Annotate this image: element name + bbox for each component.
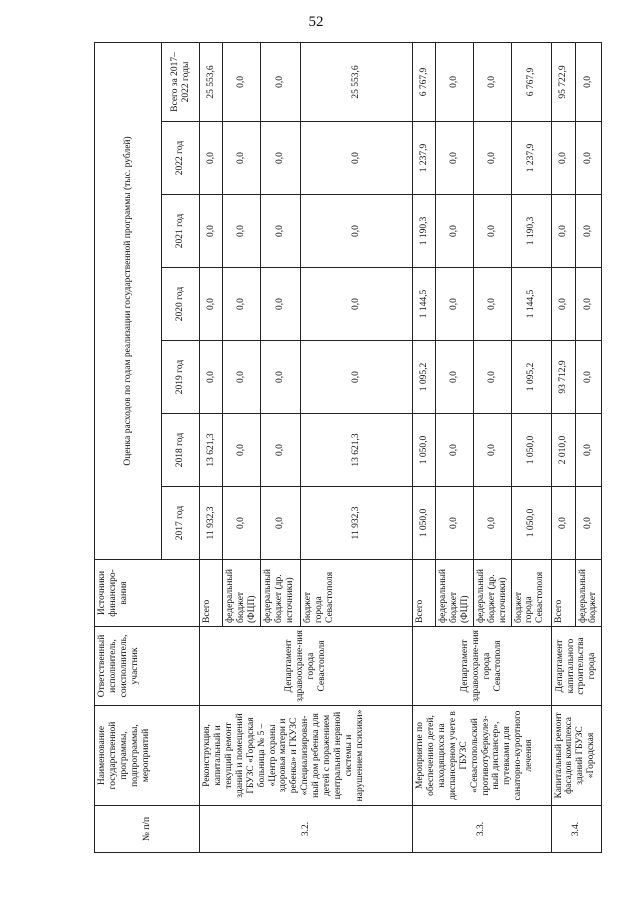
year-value: 1 144,5 <box>511 268 551 341</box>
year-value: 0,0 <box>551 195 575 268</box>
row-number: 3.2. <box>200 806 413 853</box>
table-row <box>551 42 575 852</box>
year-value: 0,0 <box>575 122 602 195</box>
year-value: 0,0 <box>436 414 474 487</box>
funding-source: бюджет города Севастополя <box>301 560 413 627</box>
year-value: 0,0 <box>261 487 301 560</box>
total-value: 0,0 <box>575 42 602 121</box>
year-value: 0,0 <box>551 268 575 341</box>
total-value: 0,0 <box>436 42 474 121</box>
year-value: 1 050,0 <box>511 414 551 487</box>
year-value: 0,0 <box>223 195 261 268</box>
year-value: 0,0 <box>200 122 223 195</box>
header-year: 2018 год <box>162 414 200 487</box>
year-value: 0,0 <box>575 487 602 560</box>
year-value: 0,0 <box>223 268 261 341</box>
measure-name: Капитальный ремонт фасадов комплекса зданий ГБУЗС «Городская <box>551 706 602 806</box>
year-value: 0,0 <box>551 487 575 560</box>
year-value: 1 050,0 <box>413 487 436 560</box>
year-value: 0,0 <box>261 341 301 414</box>
year-value: 0,0 <box>301 122 413 195</box>
table-row <box>200 42 223 852</box>
year-value: 0,0 <box>575 268 602 341</box>
funding-source: бюджет города Севастополя <box>511 560 551 627</box>
budget-table <box>94 42 602 853</box>
header-year: 2021 год <box>162 195 200 268</box>
year-value: 0,0 <box>301 341 413 414</box>
total-value: 25 553,6 <box>301 42 413 121</box>
year-value: 1 050,0 <box>511 487 551 560</box>
funding-source: Всего <box>551 560 575 627</box>
year-value: 0,0 <box>575 341 602 414</box>
total-value: 25 553,6 <box>200 42 223 121</box>
year-value: 2 010,0 <box>551 414 575 487</box>
funding-source: федеральный бюджет (ФЦП) <box>436 560 474 627</box>
row-number: 3.3. <box>413 806 552 853</box>
header-year: Всего за 2017–2022 годы <box>162 42 200 121</box>
total-value: 95 722,9 <box>551 42 575 121</box>
year-value: 0,0 <box>261 195 301 268</box>
funding-source: Всего <box>200 560 223 627</box>
header-year: 2019 год <box>162 341 200 414</box>
funding-source: федеральный бюджет (др. источники) <box>473 560 511 627</box>
year-value: 0,0 <box>473 195 511 268</box>
year-value: 0,0 <box>261 122 301 195</box>
year-value: 0,0 <box>301 195 413 268</box>
total-value: 6 767,9 <box>413 42 436 121</box>
table-body <box>95 42 602 852</box>
year-value: 11 932,3 <box>301 487 413 560</box>
year-value: 0,0 <box>473 268 511 341</box>
header-sources: Источники финансиро-вания <box>95 560 200 627</box>
year-value: 0,0 <box>436 487 474 560</box>
total-value: 6 767,9 <box>511 42 551 121</box>
year-value: 0,0 <box>551 122 575 195</box>
year-value: 0,0 <box>473 341 511 414</box>
year-value: 1 190,3 <box>413 195 436 268</box>
funding-source: федеральный бюджет <box>575 560 602 627</box>
year-value: 93 712,9 <box>551 341 575 414</box>
year-value: 1 095,2 <box>511 341 551 414</box>
header-executor: Ответственный исполнитель, соисполнитель, участник <box>95 627 200 706</box>
year-value: 0,0 <box>436 268 474 341</box>
year-value: 0,0 <box>473 414 511 487</box>
year-value: 1 050,0 <box>413 414 436 487</box>
executor: Департамент здравоохране-ния города Севастополя <box>200 627 413 706</box>
executor: Департамент капитального строительства города <box>551 627 602 706</box>
year-value: 0,0 <box>223 414 261 487</box>
year-value: 1 237,9 <box>413 122 436 195</box>
year-value: 0,0 <box>436 195 474 268</box>
measure-name: Реконструкция, капитальный и текущий ремонт зданий и помещений ГБУЗС «Городская больница № 5 – «Центр охраны здоровья матери и ребенка» и ГКУЗС «Специализирован-ный дом ребенка для детей с поражением центральной нервной системы и нарушением психики» <box>200 706 413 806</box>
year-value: 1 095,2 <box>413 341 436 414</box>
header-year: 2017 год <box>162 487 200 560</box>
total-value: 0,0 <box>473 42 511 121</box>
year-value: 0,0 <box>473 122 511 195</box>
year-value: 0,0 <box>301 268 413 341</box>
table-row <box>413 42 436 852</box>
header-year: 2020 год <box>162 268 200 341</box>
year-value: 0,0 <box>223 341 261 414</box>
row-number: 3.4. <box>551 806 602 853</box>
year-value: 0,0 <box>223 122 261 195</box>
year-value: 0,0 <box>200 341 223 414</box>
total-value: 0,0 <box>261 42 301 121</box>
year-value: 0,0 <box>575 414 602 487</box>
page-number: 52 <box>308 14 324 30</box>
year-value: 0,0 <box>436 341 474 414</box>
total-value: 0,0 <box>223 42 261 121</box>
rotated-table-container <box>94 43 599 853</box>
year-value: 1 144,5 <box>413 268 436 341</box>
year-value: 0,0 <box>436 122 474 195</box>
year-value: 0,0 <box>575 195 602 268</box>
year-value: 13 621,3 <box>200 414 223 487</box>
header-num: № п/п <box>95 806 200 853</box>
year-value: 0,0 <box>473 487 511 560</box>
year-value: 0,0 <box>261 414 301 487</box>
header-year: 2022 год <box>162 122 200 195</box>
funding-source: федеральный бюджет (др. источники) <box>261 560 301 627</box>
year-value: 13 621,3 <box>301 414 413 487</box>
measure-name: Мероприятие по обеспечению детей, находящихся на диспансерном учете в ГБУЗС «Севастопольский противотуберкулез-ный диспансер», путевками для санаторно-курортного лечения <box>413 706 552 806</box>
funding-source: федеральный бюджет (ФЦП) <box>223 560 261 627</box>
header-estimate: Оценка расходов по годам реализации государственной программы (тыс. рублей) <box>95 42 162 559</box>
year-value: 0,0 <box>200 268 223 341</box>
year-value: 1 190,3 <box>511 195 551 268</box>
executor: Департамент здравоохране-ния города Севастополя <box>413 627 552 706</box>
year-value: 0,0 <box>200 195 223 268</box>
year-value: 1 237,9 <box>511 122 551 195</box>
year-value: 11 932,3 <box>200 487 223 560</box>
year-value: 0,0 <box>261 268 301 341</box>
header-name: Наименование государственной программы, подпрограммы, мероприятий <box>95 706 200 806</box>
funding-source: Всего <box>413 560 436 627</box>
year-value: 0,0 <box>223 487 261 560</box>
